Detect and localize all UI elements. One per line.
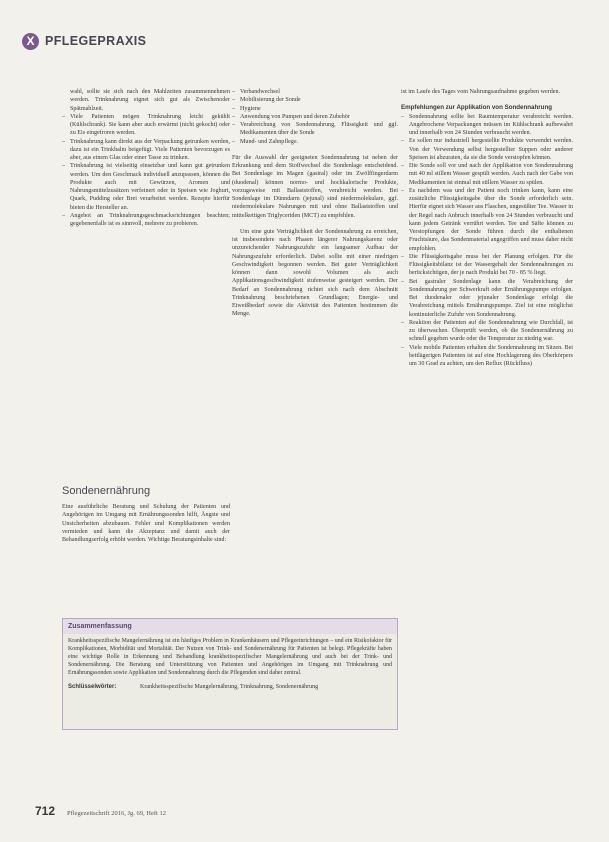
list-item: – Trinknahrung kann direkt aus der Verpackung getrunken werden, dazu ist ein Trinkhalm beigefügt. Viele Patienten bevorzugen es aber, aus einem Glas oder einer Tasse zu trinken. — [62, 138, 230, 163]
list-item: – Die Sonde soll vor und nach der Applikation von Sondennahrung mit 40 ml stillem Wasser gespült werden. Auch nach der Gabe von Medikamenten ist einmal mit stillem Wasser zu spülen. — [401, 162, 573, 187]
paragraph: wahl, sollte sie sich nach den Mahlzeiten zusammennehmen werden. Trinknahrung eignet sich gut als Zwischenoder Spätmahlzeit. — [70, 89, 230, 112]
page-footer — [35, 804, 166, 818]
journal-logo-icon: X — [22, 33, 39, 50]
list-item: – Viele mobile Patienten erhalten die Sondennahrung im Sitzen. Bei bettlägerigen Patienten ist auf eine Hochlagerung des Oberkörpers um 30 Grad zu achten, um den Reflux (Rückfluss) — [401, 344, 573, 369]
journal-citation: Pflegezeitschrift 2016, Jg. 69, Heft 12 — [67, 810, 166, 817]
list-item: – Bei gastraler Sondenlage kann die Verabreichung der Sondennahrung per Schwerkraft oder Ernährungspumpe erfolgen. Bei duodenaler oder jejunaler Sondenlage erfolgt die Verabreichung mittels Ernährungspumpe. Ziel ist eine möglichst kontinuierliche Zufuhr von Sondennahrung. — [401, 278, 573, 319]
list-item: – Es nachdem was und der Patient noch trinken kann, kann eine zusätzliche Flüssigkeitsgabe über die Sonde erforderlich sein. Hierfür eignet sich Wasser aus Flaschen, ungesüßter Tee. Wasser in der Regel nach Anbruch innerhalb von 24 Stunden verbraucht und kann jedem Getränk verrührt werden. Tee und Säfte können zu Verstopfungen der Sonde führen durch die enthaltenen Fruchtsäure, das Sondenmaterial angegriffen und muss daher nicht empfohlen. — [401, 187, 573, 253]
paragraph: Eine ausführliche Beratung und Schulung der Patienten und Angehörigen im Umgang mit Ernährungssonden hilft, Ängste und Unsicherheiten abzubauen. Fehler und Komplikationen werden vermieden und kann die Akzeptanz und damit auch der Behandlungserfolg erhöht werden. Wichtige Beratungsinhalte sind: — [62, 504, 230, 543]
list-item: – Reaktion der Patienten auf die Sondennahrung wie Durchfall, ist zu überwachen. Überprüft werden, ob die Sondenernährung zu schnell gegeben wurde oder die Temperatur zu niedrig war. — [401, 319, 573, 344]
page-number: 712 — [35, 804, 56, 818]
column-2 — [232, 88, 398, 319]
paragraph: Um eine gute Verträglichkeit der Sondennahrung zu erreichen, ist insbesondere nach Phasen längerer Nahrungskarenz oder unzureichender Nahrungszufuhr ein langsamer Aufbau der Nahrungszufuhr erforderlich. Dabei sollte mit einer niedrigen Geschwindigkeit begonnen werden. Bei guter Verträglichkeit können dann sowohl Volumen als auch Applikationsgeschwindigkeit stufenweise gesteigert werden. Der Bedarf an Sondennahrung richtet sich nach dem Abschnitt Trinknahrung beschriebenen Grundlagen; Energie- und Eiweißbedarf sowie die Aktivität des Patienten bestimmen die Menge. — [232, 228, 398, 318]
keywords-row — [63, 677, 397, 691]
section-sondenernaehrung — [62, 484, 230, 544]
summary-title: Zusammenfassung — [63, 619, 397, 634]
list-item: – Anwendung von Pumpen und deren Zubehör — [232, 113, 398, 121]
list-item: – Trinknahrung ist vielseitig einsetzbar und kann gut getrunken werden. Um den Geschmack individuell anzupassen, können die Produkte auch mit Gewürzen, Aromen und Nahrungsmittelzusätzen verfeinert oder in Speisen wie Joghurt, Quark, Pudding oder Brei verarbeitet werden. Rezepte hierfür bieten die Hersteller an. — [62, 162, 230, 212]
paragraph: Für die Auswahl der geeigneten Sondennahrung ist neben der Erkrankung und dem Stoffwechsel die Sondenlage entscheidend. Bei Sondenlage im Magen (gastral) oder im Zwölffingerdarm (duodenal) können normo- und hochkalorische Produkte, vorzugsweise mit Ballaststoffen, verabreicht werden. Bei Sondenlage im Dünndarm (jejunal) sind niedermolekulare, ggf. niedermolekulare Nahrungen mit und ohne Ballaststoffen und mittelkettigen Triglyceriden (MCT) zu empfehlen. — [232, 154, 398, 219]
list-item: – Viele Patienten mögen Trinknahrung leicht gekühlt (Kühlschrank). Sie kann aber auch erwärmt (nicht gekocht) oder zu Eis eingefroren werden. — [62, 113, 230, 138]
list-item: – Verbandwechsel — [232, 88, 398, 96]
keywords-value: Krankheitsspezifische Mangelernährung, Trinknahrung, Sondenernährung — [140, 684, 319, 691]
list-item: – Es sollen nur industriell hergestellte Produkte verwendet werden. Von der Verwendung selbst hergestellter Suppen oder anderer Speisen ist abzuraten, da sie die Sonde verstopfen können. — [401, 137, 573, 162]
section-brand: PFLEGEPRAXIS — [45, 34, 147, 48]
list-item: – Mund- und Zahnpflege. — [232, 138, 398, 146]
keywords-label: Schlüsselwörter: — [68, 684, 117, 691]
list-item: – Sondennahrung sollte bei Raumtemperatur verabreicht werden. Angebrochene Verpackungen müssen im Kühlschrank aufbewahrt und innerhalb von 24 Stunden verbraucht werden. — [401, 113, 573, 138]
bullet-list — [232, 88, 398, 146]
section-heading: Sondenernährung — [62, 485, 151, 497]
column-3 — [401, 88, 573, 368]
list-item: – Verabreichung von Sondennahrung, Flüssigkeit und ggf. Medikamenten über die Sonde — [232, 121, 398, 138]
subheading: Empfehlungen zur Applikation von Sondennahrung — [401, 104, 553, 112]
summary-box — [62, 618, 398, 730]
list-item: – Mobilisierung der Sonde — [232, 96, 398, 104]
column-1 — [62, 88, 230, 543]
bullet-list — [401, 113, 573, 369]
list-item: – Die Flüssigkeitsgabe muss bei der Planung erfolgen. Für die Flüssigkeitsbilanz ist der Wassergehalt der Sondennahrungen zu berücksichtigen, der je nach Produkt bei 70 - 85 % liegt. — [401, 253, 573, 278]
page-header — [22, 30, 146, 52]
bullet-list — [62, 113, 230, 229]
list-item: – Hygiene — [232, 105, 398, 113]
summary-text: Krankheitsspezifische Mangelernährung ist ein häufiges Problem in Krankenhäusern und Pflegeeinrichtungen – und ein Risikofaktor für Komplikationen, Morbidität und Mortalität. Der Nutzen von Trink- und Sondenernährung für Patienten ist belegt. Pflegekräfte haben eine wichtige Rolle in Erkennung und Behandlung krankheitsspezifischer Mangelernährung und auch bei der Trink- und Sondenernährung. Die Beratung und Unterstützung von Patienten und Angehörigen im Umgang mit Trinknahrung und Ernährungssonden sowie Applikation und Sondennahrung durch die Pflegenden sind daher zentral. — [68, 638, 392, 677]
paragraph: ist im Laufe des Tages vom Nahrungsaufnahme gegeben werden. — [401, 89, 561, 95]
list-item: – Angebot an Trinknahrungsgeschmacksrichtungen beachten; gegebenenfalls ist es sinnvoll, mehrere zu probieren. — [62, 212, 230, 229]
